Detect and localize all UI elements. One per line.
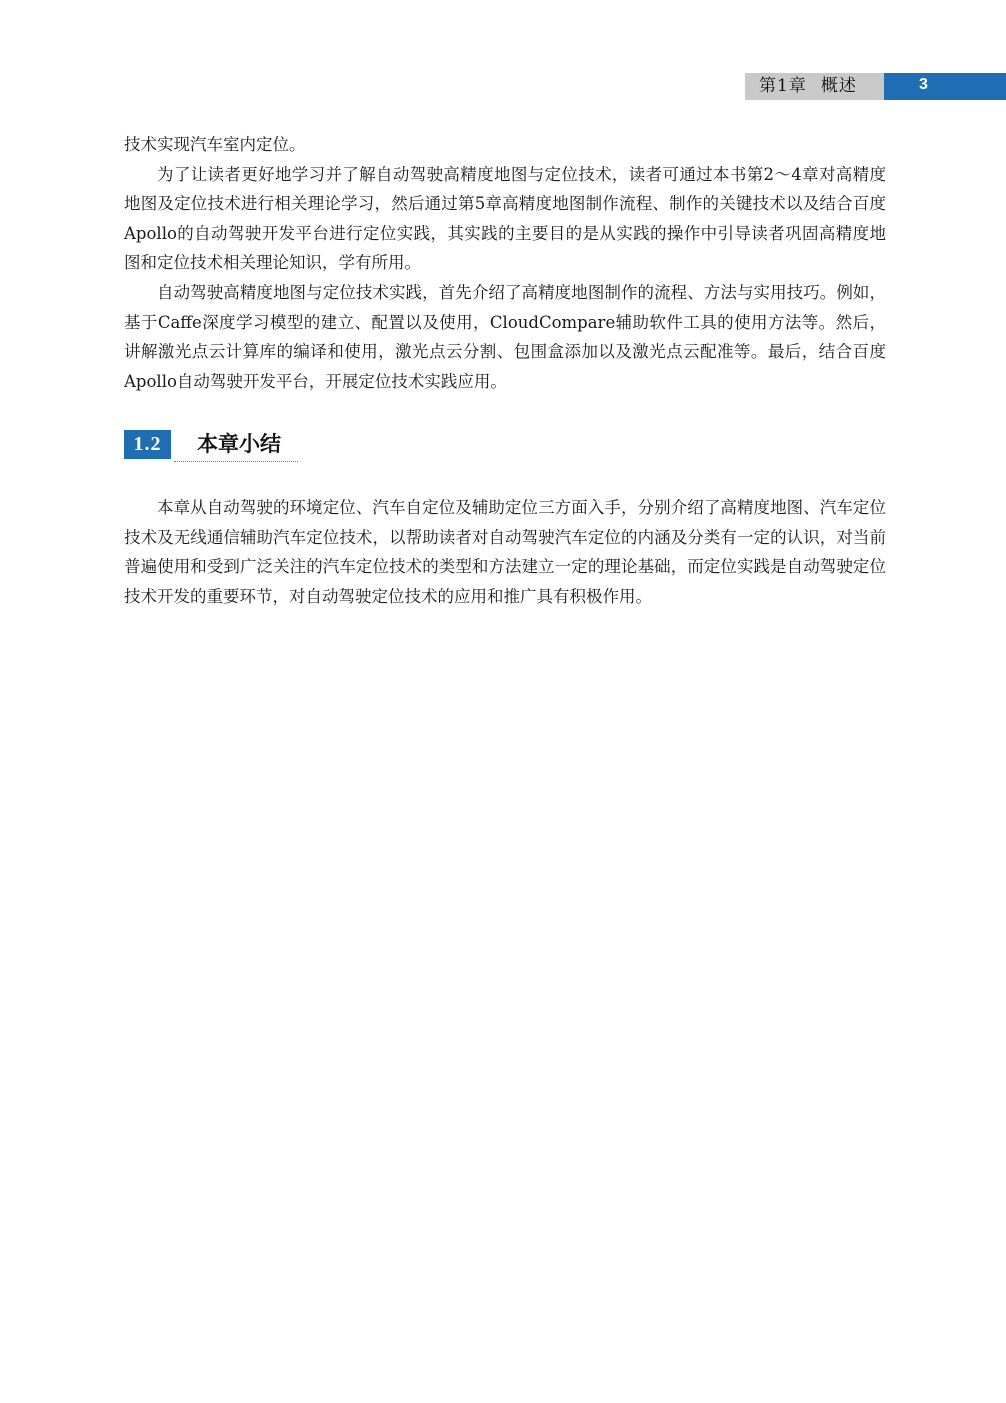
section-title: 本章小结 (197, 432, 281, 456)
section-underline (174, 461, 298, 462)
chapter-title: 概述 (820, 76, 857, 96)
body-paragraph: 本章从自动驾驶的环境定位、汽车自定位及辅助定位三方面入手，分别介绍了高精度地图、汽车定位技术及无线通信辅助汽车定位技术，以帮助读者对自动驾驶汽车定位的内涵及分类有一定的认识，对当前普遍使用和受到广泛关注的汽车定位技术的类型和方法建立一定的理论基础，而定位实践是自动驾驶定位技术开发的重要环节，对自动驾驶定位技术的应用和推广具有积极作用。 (124, 498, 886, 606)
running-header-chapter (745, 73, 884, 100)
body-paragraph: 为了让读者更好地学习并了解自动驾驶高精度地图与定位技术，读者可通过本书第2～4章对高精度地图及定位技术进行相关理论学习，然后通过第5章高精度地图制作流程、制作的关键技术以及结合百度Apollo的自动驾驶开发平台进行定位实践，其实践的主要目的是从实践的操作中引导读者巩固高精度地图和定位技术相关理论知识，学有所用。 (124, 164, 886, 273)
page-number: 3 (884, 73, 1006, 100)
continuation-line: 技术实现汽车室内定位。 (124, 135, 306, 154)
body-paragraph: 自动驾驶高精度地图与定位技术实践，首先介绍了高精度地图制作的流程、方法与实用技巧。例如，基于Caffe深度学习模型的建立、配置以及使用，CloudCompare辅助软件工具的使用方法等。然后，讲解激光点云计算库的编译和使用，激光点云分割、包围盒添加以及激光点云配准等。最后，结合百度Apollo自动驾驶开发平台，开展定位技术实践应用。 (124, 282, 886, 391)
intro-text (124, 130, 886, 396)
summary-text (124, 493, 886, 611)
chapter-label: 第1章 (759, 76, 807, 96)
section-number: 1.2 (124, 430, 171, 459)
